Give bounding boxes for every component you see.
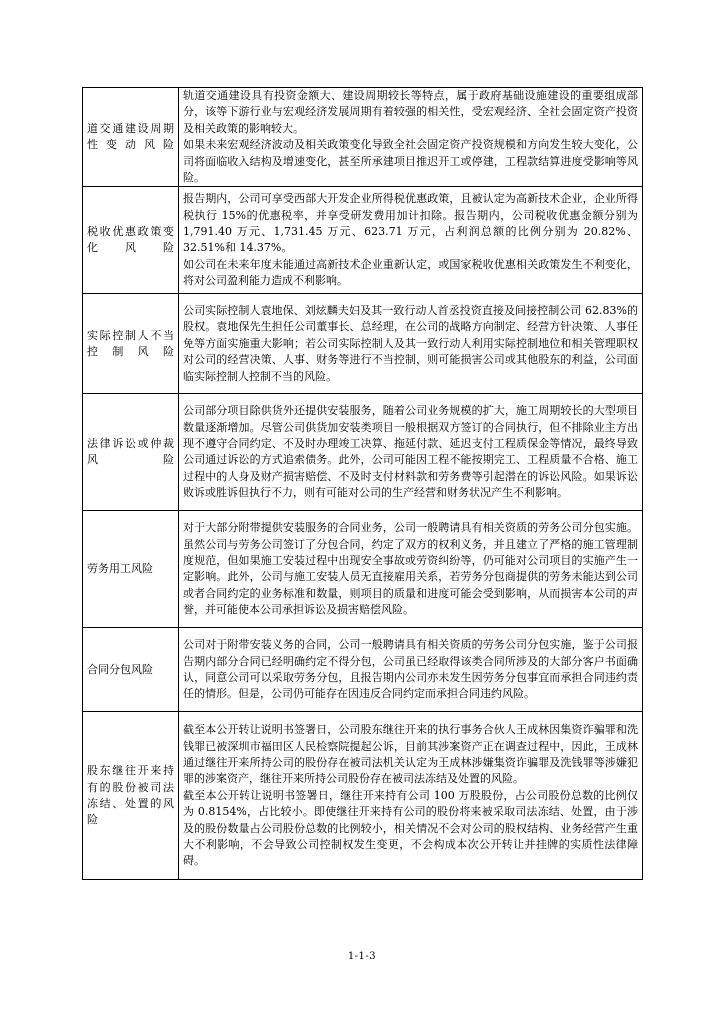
risk-name: 道交通建设周期性变动风险 (83, 88, 179, 187)
risk-paragraph: 如公司在未来年度未能通过高新技术企业重新认定，或国家税收优惠相关政策发生不利变化，将对公司盈利能力造成不利影响。 (183, 257, 638, 288)
risk-description (179, 88, 643, 187)
risk-row (83, 88, 643, 187)
risk-name: 合同分包风险 (83, 628, 179, 712)
risk-row (83, 294, 643, 394)
page-number: 1-1-3 (347, 951, 377, 962)
risk-name: 法律诉讼或仲裁风险 (83, 394, 179, 511)
risk-name: 税收优惠政策变化风险 (83, 187, 179, 294)
risk-description (179, 294, 643, 394)
risk-paragraph: 如果未来宏观经济波动及相关政策变化导致全社会固定资产投资规模和方向发生较大变化，公司将面临收入结构及增速变化，甚至所承建项目推迟开工或停建，工程款结算进度受影响等风险。 (183, 138, 638, 185)
risk-name: 实际控制人不当控制风险 (83, 294, 179, 394)
risk-description (179, 187, 643, 294)
risk-row (83, 628, 643, 712)
risk-paragraph: 公司部分项目除供货外还提供安装服务，随着公司业务规模的扩大，施工周期较长的大型项目数量逐渐增加。尽管公司供货加安装类项目一般根据双方签订的合同执行，但不排除业主方出现不遵守合同约定、不及时办理竣工决算、拖延付款、延迟支付工程质保金等情况，最终导致公司通过诉讼的方式追索债务。此外，公司可能因工程不能按期完工、工程质量不合格、施工过程中的人身及财产损害赔偿、不及时支付材料款和劳务费等引起潜在的诉讼风险。如果诉讼败诉或胜诉但执行不力，则有可能对公司的生产经营和财务状况产生不利影响。 (183, 404, 638, 500)
risk-paragraph: 轨道交通建设具有投资金额大、建设周期较长等特点，属于政府基础设施建设的重要组成部分，该等下游行业与宏观经济发展周期有着较强的相关性，受宏观经济、全社会固定资产投资及相关政策的影响较大。 (183, 89, 638, 135)
risk-row (83, 187, 643, 294)
risk-name: 劳务用工风险 (83, 511, 179, 628)
risk-row (83, 394, 643, 511)
risk-description (179, 511, 643, 628)
risk-description (179, 628, 643, 712)
risk-row (83, 712, 643, 880)
risk-paragraph: 公司对于附带安装义务的合同，公司一般聘请具有相关资质的劳务公司分包实施，鉴于公司报告期内部分合同已经明确约定不得分包，公司虽已经取得该类合同所涉及的大部分客户书面确认，同意公司可以采取劳务分包，且报告期内公司亦未发生因劳务分包事宜而承担合同违约责任的情形。但是，公司仍可能存在因违反合同约定而承担合同违约风险。 (183, 638, 638, 701)
risk-row (83, 511, 643, 628)
risk-paragraph: 截至本公开转让说明书签署日，公司股东继往开来的执行事务合伙人王成林因集资诈骗罪和洗钱罪已被深圳市福田区人民检察院提起公诉，目前其涉案资产正在调查过程中，因此，王成林通过继往开来所持公司的股份存在被司法机关认定为王成林涉嫌集资诈骗罪及洗钱罪等涉嫌犯罪的涉案资产，继往开来所持公司股份存在被司法冻结及处置的风险。 (183, 723, 638, 786)
risk-paragraph: 对于大部分附带提供安装服务的合同业务，公司一般聘请具有相关资质的劳务公司分包实施。虽然公司与劳务公司签订了分包合同，约定了双方的权利义务，并且建立了严格的施工管理制度规范，但如果施工安装过程中出现安全事故或劳资纠纷等，仍可能对公司项目的实施产生一定影响。此外，公司与施工安装人员无直接雇用关系，若劳务分包商提供的劳务未能达到公司或者合同约定的业务标准和数量，则项目的质量和进度可能会受到影响，从而损害本公司的声誉，并可能使本公司承担诉讼及损害赔偿风险。 (183, 521, 638, 617)
risk-table-body (83, 88, 643, 880)
risk-paragraph: 公司实际控制人袁地保、刘炫麟夫妇及其一致行动人首丞投资直接及间接控制公司 62.83%的股权。袁地保先生担任公司董事长、总经理，在公司的战略方向制定、经营方针决策、人事任免等方面实施重大影响；若公司实际控制人及其一致行动人利用实际控制地位和相关管理职权对公司的经营决策、人事、财务等进行不当控制，则可能损害公司或其他股东的利益，公司面临实际控制人控制不当的风险。 (183, 303, 638, 383)
risk-description (179, 712, 643, 880)
risk-paragraph: 截至本公开转让说明书签署日，继往开来持有公司 100 万股股份，占公司股份总数的比例仅为 0.8154%，占比较小。即使继往开来持有公司的股份将来被采取司法冻结、处置，由于涉及的股份数量占公司股份总数的比例较小，相关情况不会对公司的股权结构、业务经营产生重大不利影响，不会导致公司控制权发生变更，不会构成本次公开转让并挂牌的实质性法律障碍。 (183, 788, 638, 868)
risk-description (179, 394, 643, 511)
risk-factor-table (82, 87, 643, 880)
risk-name: 股东继往开来持有的股份被司法冻结、处置的风险 (83, 712, 179, 880)
risk-paragraph: 报告期内，公司可享受西部大开发企业所得税优惠政策，且被认定为高新技术企业，企业所得税执行 15%的优惠税率，并享受研发费用加计扣除。报告期内，公司税收优惠金额分别为 1,791.40 万元、1,731.45 万元、623.71 万元，占利润总额的比例分别为 20.82%、32.51%和 14.37%。 (183, 192, 638, 255)
